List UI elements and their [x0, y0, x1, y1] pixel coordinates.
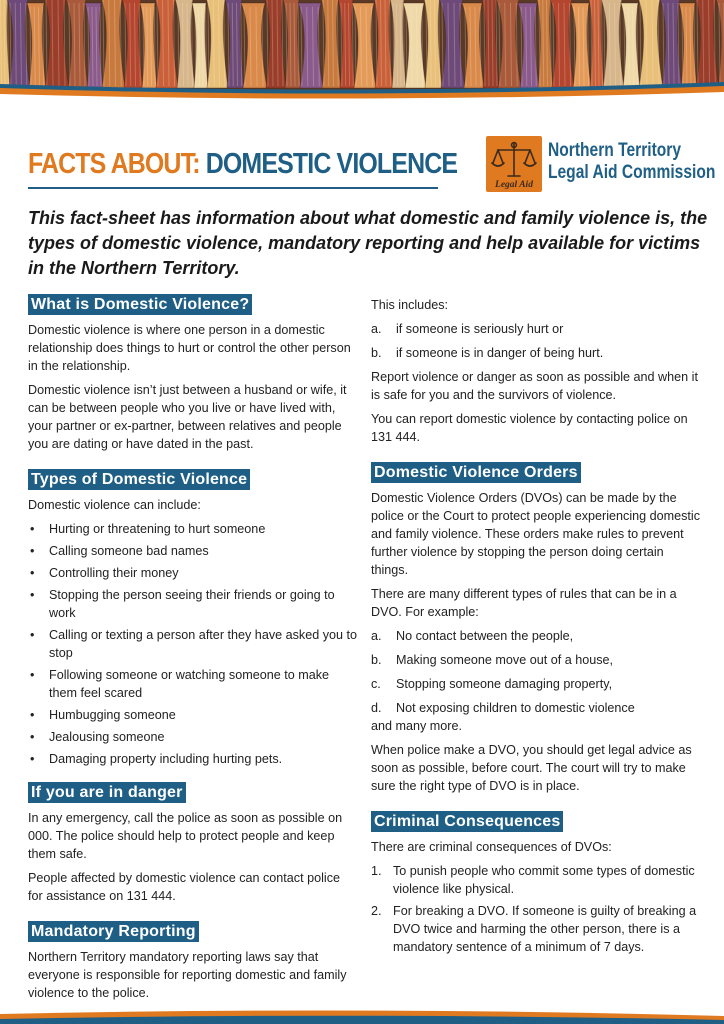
section-mandatory: [28, 921, 358, 1002]
includes-intro: This includes:: [371, 298, 448, 312]
list-item: • Hurting or threatening to hurt someone: [30, 522, 266, 536]
list-item: • Following someone or watching someone to make them feel scared: [30, 668, 330, 700]
logo-line-2: Legal Aid Commission: [548, 162, 716, 183]
title-main: DOMESTIC VIOLENCE: [205, 148, 458, 180]
section-criminal: [371, 811, 701, 956]
list-item: d. Not exposing children to domestic violence: [371, 701, 635, 715]
right-column: [371, 296, 701, 960]
dvo-more: and many more.: [371, 719, 462, 733]
heading-types: Types of Domestic Violence: [28, 469, 250, 490]
includes-paragraph-2: You can report domestic violence by contacting police on 131 444.: [371, 412, 688, 444]
list-item: • Jealousing someone: [30, 730, 165, 744]
logo-line-1: Northern Territory: [548, 140, 682, 161]
logo-badge-text: Legal Aid: [495, 180, 533, 190]
list-item: • Calling or texting a person after they have asked you to stop: [30, 628, 358, 660]
heading-what-is-dv: What is Domestic Violence?: [28, 294, 252, 315]
criminal-intro: There are criminal consequences of DVOs:: [371, 840, 612, 854]
list-item: c. Stopping someone damaging property,: [371, 677, 613, 691]
logo-text: [548, 140, 715, 184]
title-prefix: FACTS ABOUT:: [28, 148, 200, 180]
types-list: [28, 520, 358, 768]
left-column: [28, 294, 358, 1008]
footer-banner-strip: [0, 1008, 724, 1024]
heading-dvo: Domestic Violence Orders: [371, 462, 581, 483]
list-item: 1. To punish people who commit some types of domestic violence like physical.: [371, 864, 695, 896]
includes-paragraph-1: Report violence or danger as soon as possible and when it is safe for you and the survivors of violence.: [371, 370, 698, 402]
section-what-is-dv: [28, 294, 358, 453]
dvo-paragraph-3: When police make a DVO, you should get legal advice as soon as possible, before court. The court will try to make sure the right type of DVO is in place.: [371, 743, 692, 793]
intro-paragraph: This fact-sheet has information about what domestic and family violence is, the types of domestic violence, mandatory reporting and help available for victims in the Northern Territory.: [28, 208, 708, 278]
what-paragraph-2: Domestic violence isn’t just between a husband or wife, it can be between people who you live or have lived with, your partner or ex-partner, between relatives and people you are dating or have dated in the past.: [28, 383, 347, 451]
types-intro: Domestic violence can include:: [28, 498, 201, 512]
list-item: • Humbugging someone: [30, 708, 176, 722]
heading-criminal: Criminal Consequences: [371, 811, 563, 832]
list-item: a. No contact between the people,: [371, 629, 574, 643]
dvo-paragraph-1: Domestic Violence Orders (DVOs) can be made by the police or the Court to protect people experiencing domestic and family violence. These orders make rules to prevent further violence by stopping the person doing certain things.: [371, 491, 701, 577]
list-item: • Calling someone bad names: [30, 544, 209, 558]
list-item: b. Making someone move out of a house,: [371, 653, 614, 667]
mandatory-paragraph: Northern Territory mandatory reporting laws say that everyone is responsible for reporting domestic and family violence to the police.: [28, 950, 347, 1000]
header-banner-image: [0, 0, 724, 100]
section-includes: [371, 296, 701, 446]
page-title: [28, 148, 457, 181]
section-danger: [28, 782, 358, 905]
scales-of-justice-icon: [486, 136, 542, 192]
includes-list: [371, 320, 701, 362]
list-item: • Stopping the person seeing their friends or going to work: [30, 588, 335, 620]
list-item: b. if someone is in danger of being hurt.: [371, 346, 604, 360]
danger-paragraph-1: In any emergency, call the police as soon as possible on 000. The police should help to protect people and keep them safe.: [28, 811, 343, 861]
list-item: a. if someone is seriously hurt or: [371, 322, 564, 336]
legal-aid-logo: [486, 136, 716, 194]
title-underline: [28, 187, 438, 189]
heading-mandatory: Mandatory Reporting: [28, 921, 199, 942]
section-dvo: [371, 462, 701, 795]
criminal-list: [371, 862, 701, 956]
heading-danger: If you are in danger: [28, 782, 186, 803]
danger-paragraph-2: People affected by domestic violence can contact police for assistance on 131 444.: [28, 871, 341, 903]
list-item: • Controlling their money: [30, 566, 179, 580]
what-paragraph-1: Domestic violence is where one person in a domestic relationship does things to hurt or control the other person in the relationship.: [28, 323, 351, 373]
dvo-list: [371, 627, 701, 717]
section-types: [28, 469, 358, 768]
dvo-paragraph-2: There are many different types of rules that can be in a DVO. For example:: [371, 587, 677, 619]
list-item: • Damaging property including hurting pets.: [30, 752, 283, 766]
list-item: 2. For breaking a DVO. If someone is guilty of breaking a DVO twice and harming the other person, there is a mandatory sentence of a minimum of 7 days.: [371, 904, 697, 954]
